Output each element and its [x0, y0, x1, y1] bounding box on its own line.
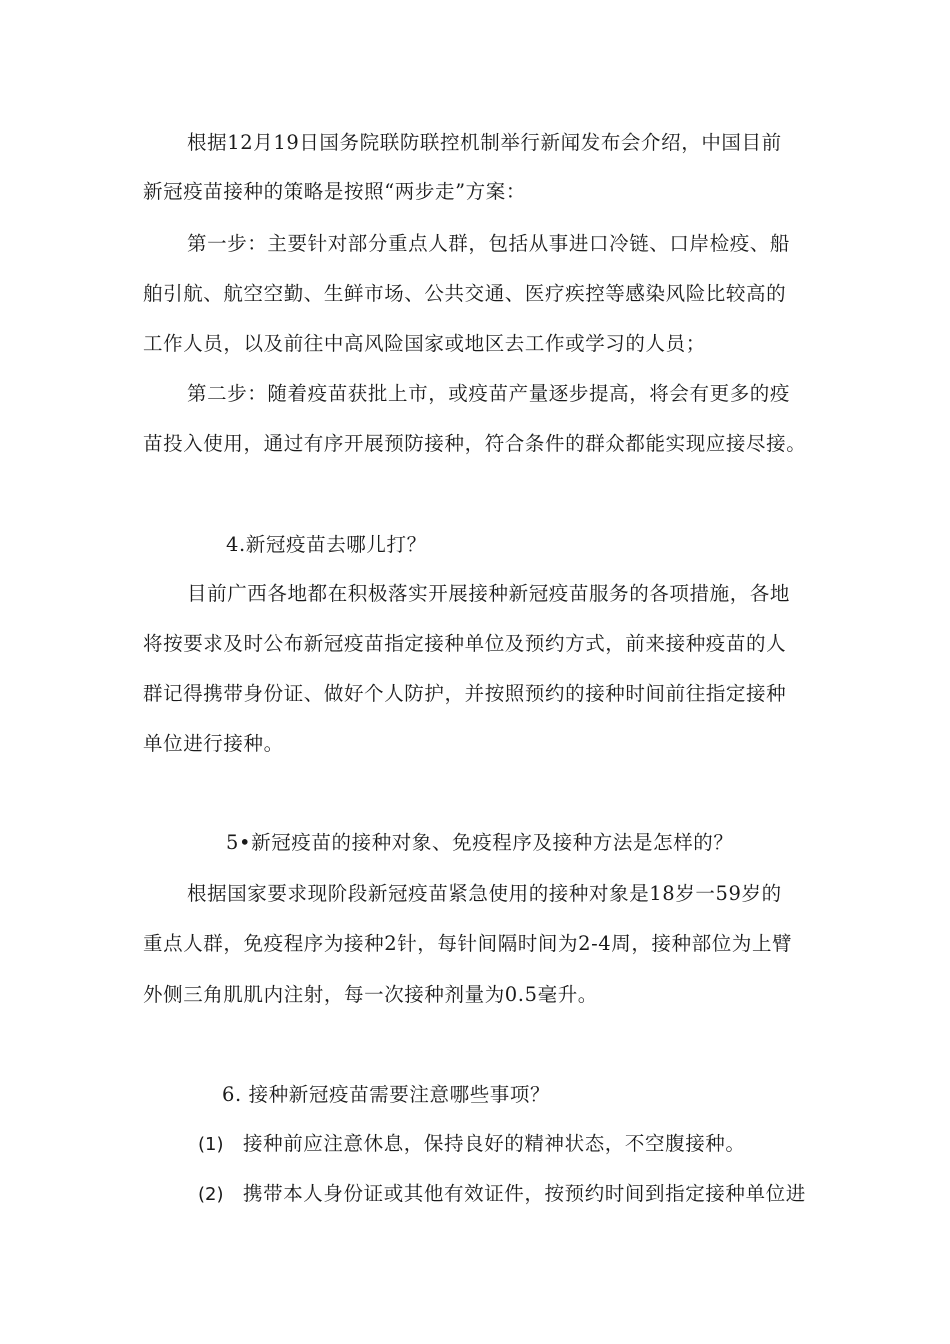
section4-line-4: 单位进行接种。	[143, 732, 284, 755]
section5-heading: 5•新冠疫苗的接种对象、免疫程序及接种方法是怎样的？	[226, 831, 734, 854]
step2-line-2: 苗投入使用，通过有序开展预防接种，符合条件的群众都能实现应接尽接。	[143, 432, 807, 455]
section4-line-1: 目前广西各地都在积极落实开展接种新冠疫苗服务的各项措施，各地	[187, 582, 791, 605]
intro-line-1: 根据12月19日国务院联防联控机制举行新闻发布会介绍，中国目前	[187, 131, 782, 154]
step1-line-1: 第一步：主要针对部分重点人群，包括从事进口冷链、口岸检疫、船	[187, 232, 791, 255]
section4-line-2: 将按要求及时公布新冠疫苗指定接种单位及预约方式，前来接种疫苗的人	[143, 632, 787, 655]
section6-heading: 6. 接种新冠疫苗需要注意哪些事项？	[222, 1083, 551, 1106]
section5-line-1: 根据国家要求现阶段新冠疫苗紧急使用的接种对象是18岁一59岁的	[187, 882, 782, 905]
section5-line-3: 外侧三角肌肌内注射，每一次接种剂量为0.5毫升。	[143, 983, 598, 1006]
step1-line-2: 舶引航、航空空勤、生鲜市场、公共交通、医疗疾控等感染风险比较高的	[143, 282, 787, 305]
section4-line-3: 群记得携带身份证、做好个人防护，并按照预约的接种时间前往指定接种	[143, 682, 787, 705]
list-item-text: 携带本人身份证或其他有效证件，按预约时间到指定接种单位进	[243, 1182, 806, 1205]
list-item-number: (2)	[198, 1184, 224, 1205]
list-item-number: (1)	[198, 1134, 224, 1155]
section5-line-2: 重点人群，免疫程序为接种2针，每针间隔时间为2-4周，接种部位为上臂	[143, 932, 793, 955]
step2-line-1: 第二步：随着疫苗获批上市，或疫苗产量逐步提高，将会有更多的疫	[187, 382, 791, 405]
list-item-text: 接种前应注意休息，保持良好的精神状态，不空腹接种。	[243, 1132, 746, 1155]
section4-heading: 4.新冠疫苗去哪儿打？	[226, 533, 427, 556]
intro-line-2: 新冠疫苗接种的策略是按照“两步走”方案：	[143, 180, 526, 203]
step1-line-3: 工作人员，以及前往中高风险国家或地区去工作或学习的人员；	[143, 332, 706, 355]
